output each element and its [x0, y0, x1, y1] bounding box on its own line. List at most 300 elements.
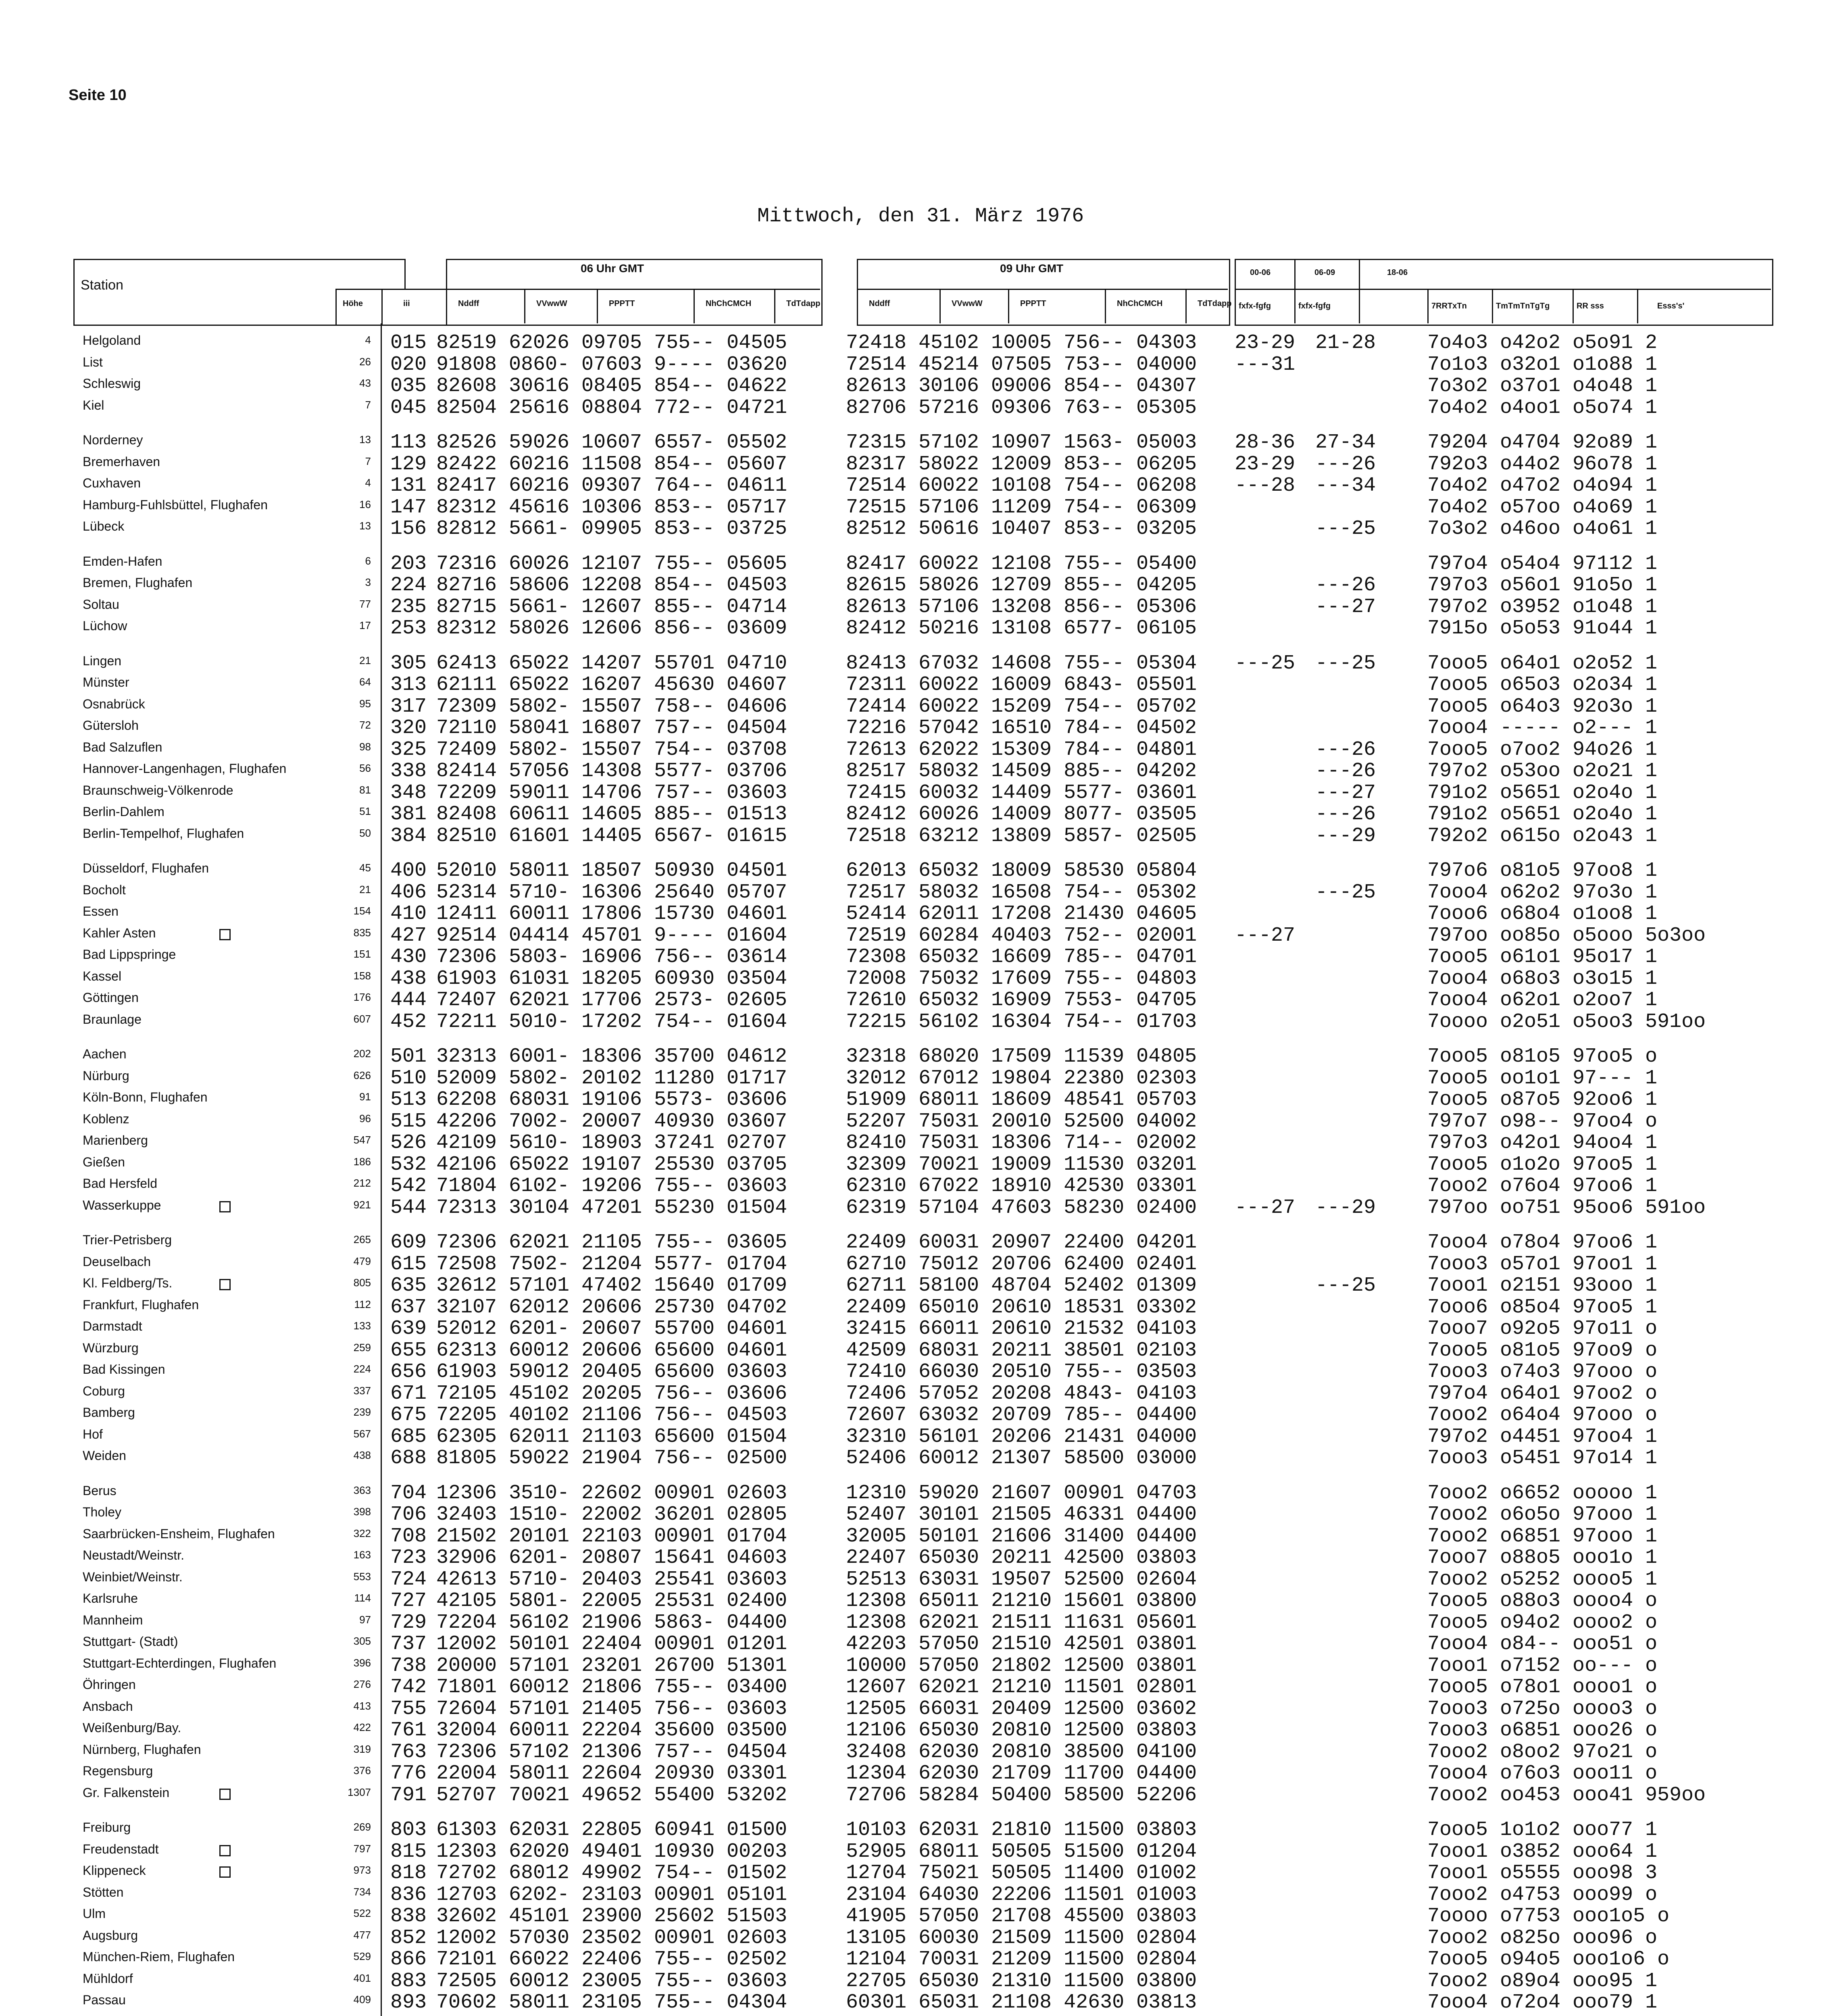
open-square-icon: [219, 1866, 231, 1878]
obs-06-uhr: 72211 5010- 17202 754-- 01604: [436, 1010, 787, 1033]
obs-09-uhr: 10000 57050 21802 12500 03801: [846, 1654, 1197, 1677]
obs-09-uhr: 12704 75021 50505 11400 01002: [846, 1862, 1197, 1885]
table-row: [0, 1546, 1774, 1567]
station-height: 529: [353, 1950, 371, 1962]
obs-18-06: 791o2 o5651 o2o4o 1: [1427, 803, 1658, 826]
obs-18-06: 7oooo o2o51 o5oo3 591oo: [1427, 1010, 1706, 1033]
station-name: Essen: [83, 904, 119, 918]
table-row: [0, 1274, 1774, 1295]
obs-09-uhr: 82613 57106 13208 856-- 05306: [846, 596, 1197, 619]
station-number: 203: [390, 552, 427, 575]
station-height: 13: [359, 433, 371, 446]
obs-09-uhr: 52414 62011 17208 21430 04605: [846, 902, 1197, 925]
obs-06-uhr: 52707 70021 49652 55400 53202: [436, 1784, 787, 1807]
station-number: 515: [390, 1110, 427, 1133]
obs-09-uhr: 82413 67032 14608 755-- 05304: [846, 652, 1197, 675]
obs-18-06: 797o2 o53oo o2o21 1: [1427, 760, 1658, 783]
station-number: 671: [390, 1382, 427, 1405]
station-name: Klippeneck: [83, 1863, 146, 1878]
obs-18-06: 7ooo4 o68o3 o3o15 1: [1427, 967, 1658, 990]
obs-09-uhr: 12304 62030 21709 11700 04400: [846, 1762, 1197, 1785]
obs-09-uhr: 82706 57216 09306 763-- 05305: [846, 396, 1197, 419]
station-number: 755: [390, 1697, 427, 1720]
station-number: 815: [390, 1840, 427, 1863]
obs-06-uhr: 62413 65022 14207 55701 04710: [436, 652, 787, 675]
obs-09-uhr: 82410 75031 18306 714-- 02002: [846, 1131, 1197, 1154]
obs-18-06: 7ooo1 o2151 93ooo 1: [1427, 1274, 1658, 1297]
obs-18-06: 7ooo2 o825o ooo96 o: [1427, 1926, 1658, 1949]
header-col06-3: NhChCMCH: [706, 299, 752, 308]
obs-18-06: 797o3 o42o1 94oo4 1: [1427, 1131, 1658, 1154]
obs-09-uhr: 22407 65030 20211 42500 03803: [846, 1546, 1197, 1569]
obs-09-uhr: 51909 68011 18609 48541 05703: [846, 1088, 1197, 1111]
table-row: [0, 652, 1774, 673]
header-sub-1: fxfx-fgfg: [1298, 302, 1331, 310]
obs-06-uhr: 72101 66022 22406 755-- 02502: [436, 1948, 787, 1971]
obs-18-06: 7ooo5 o64o3 92o3o 1: [1427, 695, 1658, 718]
obs-06-uhr: 42613 5710- 20403 25541 03603: [436, 1568, 787, 1591]
table-row: [0, 967, 1774, 988]
station-height: 97: [359, 1614, 371, 1626]
table-row: [0, 1067, 1774, 1088]
station-number: 406: [390, 881, 427, 904]
header-hoehe: Höhe: [343, 299, 363, 308]
obs-06-uhr: 61903 61031 18205 60930 03504: [436, 967, 787, 990]
obs-18-06: 7ooo5 o64o1 o2o52 1: [1427, 652, 1658, 675]
table-row: [0, 1045, 1774, 1066]
obs-06-uhr: 62305 62011 21103 65600 01504: [436, 1425, 787, 1448]
station-height: 409: [353, 1993, 371, 2006]
obs-18-06: 7ooo2 o89o4 ooo95 1: [1427, 1970, 1658, 1993]
station-number: 675: [390, 1404, 427, 1427]
obs-18-06: 7ooo2 oo453 ooo41 959oo: [1427, 1784, 1706, 1807]
header-col06-2: PPPTT: [609, 299, 635, 308]
station-name: Stuttgart-Echterdingen, Flughafen: [83, 1656, 277, 1670]
station-name: Mühldorf: [83, 1971, 133, 1986]
table-row: [0, 1382, 1774, 1403]
header-sep-period-5: [1637, 289, 1638, 323]
table-row: [0, 574, 1774, 595]
obs-18-06: 791o2 o5651 o2o4o 1: [1427, 781, 1658, 804]
obs-18-06: 7ooo5 o7oo2 94o26 1: [1427, 738, 1658, 761]
table-row: [0, 617, 1774, 638]
station-name: Hof: [83, 1427, 103, 1441]
station-height: 186: [353, 1156, 371, 1168]
station-number: 430: [390, 946, 427, 968]
obs-18-06: 7oooo o7753 ooo1o5 o: [1427, 1905, 1670, 1928]
obs-18-06: 7ooo1 o5555 ooo98 3: [1427, 1862, 1658, 1885]
station-number: 615: [390, 1253, 427, 1276]
station-number: 729: [390, 1611, 427, 1634]
obs-18-06: 797o4 o64o1 97oo2 o: [1427, 1382, 1658, 1405]
station-name: Ulm: [83, 1906, 106, 1921]
station-height: 7: [365, 399, 371, 411]
header-sep06-4: [774, 289, 775, 323]
obs-06-uhr: 82812 5661- 09905 853-- 03725: [436, 517, 787, 540]
obs-06-uhr: 72702 68012 49902 754-- 01502: [436, 1862, 787, 1885]
table-row: [0, 1697, 1774, 1718]
station-number: 737: [390, 1633, 427, 1656]
table-row: [0, 1317, 1774, 1338]
obs-18-06: 7ooo3 o74o3 97ooo o: [1427, 1360, 1658, 1383]
station-name: Braunschweig-Völkenrode: [83, 783, 233, 798]
station-number: 452: [390, 1010, 427, 1033]
obs-06-uhr: 62111 65022 16207 45630 04607: [436, 673, 787, 696]
obs-06-uhr: 32906 6201- 20807 15641 04603: [436, 1546, 787, 1569]
station-height: 438: [353, 1449, 371, 1461]
table-row: [0, 1991, 1774, 2012]
station-name: Bocholt: [83, 883, 126, 897]
gust-00-06: ---31: [1235, 353, 1296, 376]
obs-18-06: 7ooo5 o81o5 97oo5 o: [1427, 1045, 1658, 1068]
obs-18-06: 7ooo1 o3852 ooo64 1: [1427, 1840, 1658, 1863]
station-name: Hannover-Langenhagen, Flughafen: [83, 761, 287, 776]
gust-00-06: ---28: [1235, 474, 1296, 497]
table-row: [0, 331, 1774, 352]
station-number: 235: [390, 596, 427, 619]
obs-06-uhr: 82312 45616 10306 853-- 05717: [436, 496, 787, 519]
station-name: Trier-Petrisberg: [83, 1233, 172, 1247]
obs-06-uhr: 61903 59012 20405 65600 03603: [436, 1360, 787, 1383]
station-height: 50: [359, 827, 371, 839]
obs-09-uhr: 62711 58100 48704 52402 01309: [846, 1274, 1197, 1297]
obs-18-06: 7ooo5 o1o2o 97oo5 1: [1427, 1153, 1658, 1176]
header-sep09-1: [939, 289, 941, 323]
obs-18-06: 7ooo3 o5451 97o14 1: [1427, 1447, 1658, 1470]
station-name: Mannheim: [83, 1613, 143, 1627]
obs-06-uhr: 82504 25616 08804 772-- 04721: [436, 396, 787, 419]
obs-09-uhr: 72514 45214 07505 753-- 04000: [846, 353, 1197, 376]
table-row: [0, 1339, 1774, 1360]
obs-18-06: 7ooo2 o6851 97ooo 1: [1427, 1525, 1658, 1548]
station-height: 4: [365, 477, 371, 489]
station-number: 338: [390, 760, 427, 783]
obs-18-06: 7ooo5 o87o5 92oo6 1: [1427, 1088, 1658, 1111]
obs-06-uhr: 82422 60216 11508 854-- 05607: [436, 453, 787, 476]
obs-09-uhr: 12308 65011 21210 15601 03800: [846, 1589, 1197, 1612]
obs-18-06: 7ooo5 oo1o1 97--- 1: [1427, 1067, 1658, 1090]
header-sep09-4: [1185, 289, 1187, 323]
station-height: 51: [359, 805, 371, 817]
station-number: 639: [390, 1317, 427, 1340]
station-number: 761: [390, 1719, 427, 1742]
station-height: 3: [365, 576, 371, 588]
obs-18-06: 797o2 o4451 97oo4 1: [1427, 1425, 1658, 1448]
header-col06-1: VVwwW: [536, 299, 567, 308]
obs-06-uhr: 32107 62012 20606 25730 04702: [436, 1296, 787, 1319]
header-sep06-2: [597, 289, 598, 323]
obs-09-uhr: 72415 60032 14409 5577- 03601: [846, 781, 1197, 804]
station-height: 305: [353, 1635, 371, 1647]
station-height: 322: [353, 1527, 371, 1539]
station-height: 158: [353, 970, 371, 982]
table-row: [0, 1654, 1774, 1675]
gust-06-09: ---26: [1315, 453, 1376, 476]
station-name: Saarbrücken-Ensheim, Flughafen: [83, 1527, 275, 1541]
station-name: Stuttgart- (Stadt): [83, 1634, 178, 1649]
obs-09-uhr: 12104 70031 21209 11500 02804: [846, 1948, 1197, 1971]
table-row: [0, 1970, 1774, 1991]
header-sep06-1: [524, 289, 525, 323]
station-number: 803: [390, 1818, 427, 1841]
station-name: Augsburg: [83, 1928, 138, 1943]
table-row: [0, 496, 1774, 517]
obs-06-uhr: 82408 60611 14605 885-- 01513: [436, 803, 787, 826]
station-name: Bad Kissingen: [83, 1362, 165, 1377]
station-name: Kahler Asten: [83, 926, 156, 940]
station-height: 176: [353, 991, 371, 1003]
obs-06-uhr: 32612 57101 47402 15640 01709: [436, 1274, 787, 1297]
obs-18-06: 797o3 o56o1 91o5o 1: [1427, 574, 1658, 597]
station-height: 479: [353, 1255, 371, 1267]
station-number: 763: [390, 1741, 427, 1764]
obs-06-uhr: 71804 6102- 19206 755-- 03603: [436, 1175, 787, 1198]
header-rule-06: [446, 289, 820, 290]
station-height: 17: [359, 619, 371, 631]
station-name: Marienberg: [83, 1133, 148, 1148]
station-height: 567: [353, 1428, 371, 1440]
station-name: Gr. Falkenstein: [83, 1785, 170, 1800]
table-row: [0, 1196, 1774, 1217]
station-number: 776: [390, 1762, 427, 1785]
obs-18-06: 7ooo6 o68o4 o1oo8 1: [1427, 902, 1658, 925]
table-row: [0, 825, 1774, 846]
station-number: 838: [390, 1905, 427, 1928]
table-row: [0, 1762, 1774, 1783]
obs-06-uhr: 72505 60012 23005 755-- 03603: [436, 1970, 787, 1993]
station-name: Bad Lippspringe: [83, 947, 176, 962]
station-name: Regensburg: [83, 1764, 153, 1778]
table-row: [0, 1447, 1774, 1468]
station-height: 21: [359, 654, 371, 666]
table-row: [0, 1088, 1774, 1109]
station-height: 43: [359, 377, 371, 389]
station-name: München-Riem, Flughafen: [83, 1949, 235, 1964]
station-height: 805: [353, 1277, 371, 1289]
station-height: 396: [353, 1657, 371, 1669]
table-row: [0, 1425, 1774, 1446]
gust-06-09: 27-34: [1315, 431, 1376, 454]
obs-09-uhr: 22705 65030 21310 11500 03800: [846, 1970, 1197, 1993]
obs-09-uhr: 82412 60026 14009 8077- 03505: [846, 803, 1197, 826]
obs-09-uhr: 62319 57104 47603 58230 02400: [846, 1196, 1197, 1219]
header-iii: iii: [403, 299, 410, 308]
obs-18-06: 7ooo5 o81o5 97oo9 o: [1427, 1339, 1658, 1362]
station-number: 438: [390, 967, 427, 990]
obs-06-uhr: 92514 04414 45701 9---- 01604: [436, 924, 787, 947]
station-height: 114: [354, 1592, 371, 1604]
station-height: 98: [359, 741, 371, 753]
obs-09-uhr: 72008 75032 17609 755-- 04803: [846, 967, 1197, 990]
station-name: Bremerhaven: [83, 454, 160, 469]
obs-18-06: 7ooo4 ----- o2--- 1: [1427, 716, 1658, 739]
table-row: [0, 1905, 1774, 1926]
station-name: Weißenburg/Bay.: [83, 1720, 181, 1735]
obs-18-06: 7ooo5 o78o1 oooo1 o: [1427, 1676, 1658, 1699]
obs-18-06: 7915o o5o53 91o44 1: [1427, 617, 1658, 640]
table-row: [0, 1818, 1774, 1839]
station-name: Karlsruhe: [83, 1591, 138, 1606]
station-height: 413: [353, 1700, 371, 1712]
station-name: Darmstadt: [83, 1319, 142, 1333]
table-row: [0, 375, 1774, 396]
header-sep-period-0: [1294, 259, 1296, 323]
station-name: Berus: [83, 1483, 117, 1498]
station-height: 81: [359, 784, 371, 796]
station-number: 724: [390, 1568, 427, 1591]
obs-09-uhr: 12310 59020 21607 00901 04703: [846, 1482, 1197, 1505]
station-name: Koblenz: [83, 1112, 129, 1126]
obs-06-uhr: 62208 68031 19106 5573- 03606: [436, 1088, 787, 1111]
obs-09-uhr: 72311 60022 16009 6843- 05501: [846, 673, 1197, 696]
obs-09-uhr: 82517 58032 14509 885-- 04202: [846, 760, 1197, 783]
obs-09-uhr: 52407 30101 21505 46331 04400: [846, 1503, 1197, 1526]
table-row: [0, 1231, 1774, 1252]
obs-06-uhr: 72409 5802- 15507 754-- 03708: [436, 738, 787, 761]
station-height: 77: [359, 598, 371, 610]
table-row: [0, 1840, 1774, 1861]
station-number: 818: [390, 1862, 427, 1885]
station-number: 384: [390, 825, 427, 848]
obs-18-06: 792o2 o615o o2o43 1: [1427, 825, 1658, 848]
table-row: [0, 1568, 1774, 1589]
station-number: 501: [390, 1045, 427, 1068]
station-number: 688: [390, 1447, 427, 1470]
header-sep-period-3: [1492, 289, 1493, 323]
station-name: Öhringen: [83, 1677, 136, 1692]
station-height: 96: [359, 1112, 371, 1125]
header-sub-4: RR sss: [1577, 302, 1604, 310]
station-height: 202: [353, 1048, 371, 1060]
obs-09-uhr: 13105 60030 21509 11500 02804: [846, 1926, 1197, 1949]
obs-06-uhr: 72110 58041 16807 757-- 04504: [436, 716, 787, 739]
obs-09-uhr: 72410 66030 20510 755-- 03503: [846, 1360, 1197, 1383]
station-number: 708: [390, 1525, 427, 1548]
obs-18-06: 7ooo4 o84-- ooo51 o: [1427, 1633, 1658, 1656]
table-row: [0, 1525, 1774, 1546]
table-row: [0, 881, 1774, 902]
obs-09-uhr: 72706 58284 50400 58500 52206: [846, 1784, 1197, 1807]
table-row: [0, 924, 1774, 945]
header-col09-4: TdTdapp: [1198, 299, 1232, 308]
obs-18-06: 7ooo3 o57o1 97oo1 1: [1427, 1253, 1658, 1276]
station-number: 156: [390, 517, 427, 540]
obs-06-uhr: 20000 57101 23201 26700 51301: [436, 1654, 787, 1677]
station-number: 410: [390, 902, 427, 925]
station-height: 26: [359, 356, 371, 368]
open-square-icon: [219, 1845, 231, 1856]
table-row: [0, 1784, 1774, 1805]
station-number: 427: [390, 924, 427, 947]
station-number: 544: [390, 1196, 427, 1219]
station-height: 607: [353, 1013, 371, 1025]
table-row: [0, 760, 1774, 781]
station-name: Freudenstadt: [83, 1842, 159, 1856]
open-square-icon: [219, 929, 231, 940]
station-name: Norderney: [83, 433, 143, 447]
table-row: [0, 989, 1774, 1010]
obs-06-uhr: 82510 61601 14405 6567- 01615: [436, 825, 787, 848]
obs-09-uhr: 52207 75031 20010 52500 04002: [846, 1110, 1197, 1133]
obs-09-uhr: 72414 60022 15209 754-- 05702: [846, 695, 1197, 718]
table-row: [0, 552, 1774, 573]
obs-09-uhr: 82412 50216 13108 6577- 06105: [846, 617, 1197, 640]
obs-06-uhr: 42105 5801- 22005 25531 02400: [436, 1589, 787, 1612]
station-name: Helgoland: [83, 333, 141, 348]
gust-00-06: 28-36: [1235, 431, 1296, 454]
station-name: Lüchow: [83, 619, 127, 633]
station-number: 513: [390, 1088, 427, 1111]
station-name: Aachen: [83, 1047, 127, 1061]
obs-06-uhr: 72604 57101 21405 756-- 03603: [436, 1697, 787, 1720]
station-number: 635: [390, 1274, 427, 1297]
station-number: 510: [390, 1067, 427, 1090]
station-number: 015: [390, 331, 427, 354]
station-number: 637: [390, 1296, 427, 1319]
station-height: 259: [353, 1341, 371, 1354]
station-name: Göttingen: [83, 990, 139, 1005]
station-height: 734: [353, 1886, 371, 1898]
station-height: 16: [359, 498, 371, 510]
station-name: Coburg: [83, 1384, 125, 1398]
obs-06-uhr: 82312 58026 12606 856-- 03609: [436, 617, 787, 640]
obs-18-06: 797o2 o3952 o1o48 1: [1427, 596, 1658, 619]
obs-06-uhr: 82417 60216 09307 764-- 04611: [436, 474, 787, 497]
obs-18-06: 797oo oo751 95oo6 591oo: [1427, 1196, 1706, 1219]
station-height: 163: [353, 1549, 371, 1561]
obs-09-uhr: 62710 75012 20706 62400 02401: [846, 1253, 1197, 1276]
station-height: 269: [353, 1821, 371, 1833]
station-name: Lübeck: [83, 519, 125, 533]
obs-06-uhr: 21502 20101 22103 00901 01704: [436, 1525, 787, 1548]
obs-18-06: 7ooo4 o62o1 o2oo7 1: [1427, 989, 1658, 1012]
gust-06-09: ---25: [1315, 1274, 1376, 1297]
table-row: [0, 781, 1774, 802]
header-sub-0: fxfx-fgfg: [1239, 302, 1271, 310]
table-row: [0, 1253, 1774, 1274]
obs-06-uhr: 82716 58606 12208 854-- 04503: [436, 574, 787, 597]
obs-06-uhr: 72306 62021 21105 755-- 03605: [436, 1231, 787, 1254]
station-height: 7: [365, 455, 371, 467]
header-period-0: 00-06: [1250, 268, 1271, 277]
table-row: [0, 859, 1774, 880]
header-sub-2: 7RRTxTn: [1431, 302, 1467, 310]
station-number: 532: [390, 1153, 427, 1176]
obs-06-uhr: 61303 62031 22805 60941 01500: [436, 1818, 787, 1841]
station-height: 212: [353, 1177, 371, 1189]
obs-06-uhr: 82715 5661- 12607 855-- 04714: [436, 596, 787, 619]
table-row: [0, 1110, 1774, 1131]
station-name: Nürburg: [83, 1068, 129, 1083]
station-height: 626: [353, 1069, 371, 1081]
obs-18-06: 7ooo2 o5252 oooo5 1: [1427, 1568, 1658, 1591]
station-height: 21: [359, 883, 371, 896]
station-number: 704: [390, 1482, 427, 1505]
obs-09-uhr: 23104 64030 22206 11501 01003: [846, 1883, 1197, 1906]
table-row: [0, 1741, 1774, 1762]
obs-09-uhr: 82417 60022 12108 755-- 05400: [846, 552, 1197, 575]
station-number: 656: [390, 1360, 427, 1383]
station-name: Bad Salzuflen: [83, 740, 162, 754]
obs-09-uhr: 52905 68011 50505 51500 01204: [846, 1840, 1197, 1863]
obs-06-uhr: 72205 40102 21106 756-- 04503: [436, 1404, 787, 1427]
obs-06-uhr: 72316 60026 12107 755-- 05605: [436, 552, 787, 575]
station-height: 921: [353, 1199, 371, 1211]
obs-06-uhr: 72313 30104 47201 55230 01504: [436, 1196, 787, 1219]
station-height: 133: [353, 1320, 371, 1332]
table-row: [0, 1611, 1774, 1632]
obs-18-06: 7ooo3 o725o oooo3 o: [1427, 1697, 1658, 1720]
